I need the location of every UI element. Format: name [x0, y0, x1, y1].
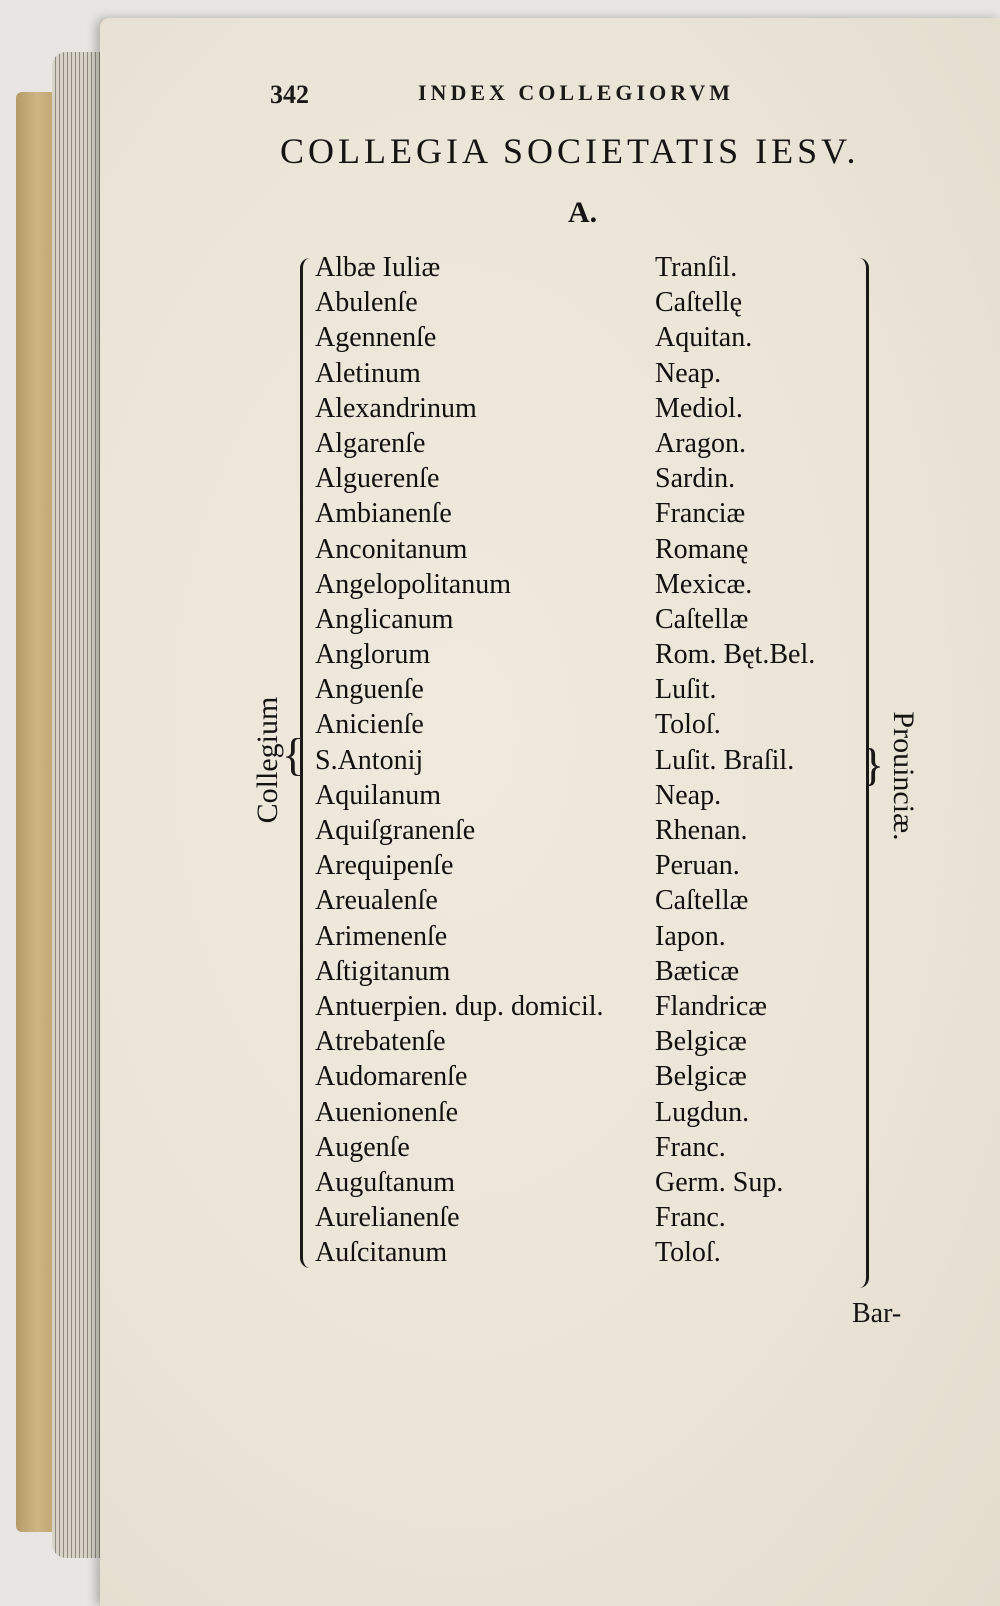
province-name: Sardin. [655, 463, 736, 495]
province-name: Toloſ. [655, 709, 721, 741]
list-item [315, 919, 875, 954]
province-name: Peruan. [655, 850, 740, 882]
list-item [315, 496, 875, 531]
list-item [315, 250, 875, 285]
list-item [315, 883, 875, 918]
college-name: Areualenſe [315, 885, 438, 917]
college-name: Atrebatenſe [315, 1026, 446, 1058]
province-name: Belgicæ [655, 1061, 747, 1093]
list-item [315, 813, 875, 848]
college-name: Aquiſgranenſe [315, 815, 476, 846]
province-name: Caſtellæ [655, 885, 749, 917]
college-name: Antuerpien. dup. domicil. [315, 990, 604, 1022]
college-name: Anguenſe [315, 674, 424, 706]
province-name: Neap. [655, 779, 722, 811]
college-name: Ambianenſe [315, 498, 452, 530]
college-name: Alguerenſe [315, 463, 440, 495]
college-name: Audomarenſe [315, 1061, 468, 1093]
college-name: Angelopolitanum [315, 568, 511, 600]
province-name: Aragon. [655, 427, 746, 459]
college-name: Arimenenſe [315, 920, 448, 952]
list-item [315, 285, 875, 320]
section-letter: A. [568, 196, 598, 229]
list-item [315, 356, 875, 391]
college-name: Albæ Iuliæ [315, 252, 441, 283]
list-item [315, 426, 875, 461]
page-number: 342 [270, 80, 309, 109]
province-name: Caſtellę [655, 287, 743, 319]
province-name: Rhenan. [655, 815, 748, 846]
province-name: Germ. Sup. [655, 1166, 784, 1198]
list-item [315, 1024, 875, 1059]
province-name: Bæticæ [655, 955, 740, 987]
college-name: Anicienſe [315, 709, 424, 741]
college-name: Anglorum [315, 639, 431, 671]
right-brace-icon: } [862, 739, 885, 790]
list-item [315, 1200, 875, 1235]
list-item [315, 1165, 875, 1200]
college-name: Auguſtanum [315, 1166, 455, 1198]
list-item [315, 743, 875, 778]
province-name: Caſtellæ [655, 603, 749, 635]
running-title: INDEX COLLEGIORVM [418, 80, 734, 105]
page-title: COLLEGIA SOCIETATIS IESV. [280, 131, 860, 171]
province-name: Franc. [655, 1202, 726, 1234]
province-name: Toloſ. [655, 1237, 721, 1269]
college-name: Alexandrinum [315, 392, 477, 424]
college-name: Aurelianenſe [315, 1202, 460, 1234]
college-name: Anconitanum [315, 533, 468, 565]
college-name: Abulenſe [315, 287, 418, 319]
list-item [315, 637, 875, 672]
list-item [315, 989, 875, 1024]
list-item [315, 602, 875, 637]
province-name: Romanę [655, 533, 749, 565]
list-item [315, 848, 875, 883]
list-item [315, 672, 875, 707]
province-name: Iapon. [655, 920, 726, 952]
college-name: Agennenſe [315, 322, 437, 354]
college-name: Anglicanum [315, 603, 454, 635]
province-name: Franciæ [655, 498, 746, 530]
province-name: Franc. [655, 1131, 726, 1163]
province-name: Lugdun. [655, 1096, 750, 1128]
college-name: Auſcitanum [315, 1237, 448, 1269]
province-name: Rom. Bęt.Bel. [655, 639, 816, 671]
list-item [315, 1095, 875, 1130]
catchword: Bar- [852, 1298, 902, 1329]
list-item [315, 1130, 875, 1165]
list-item [315, 778, 875, 813]
college-list [315, 250, 875, 1270]
province-name: Mediol. [655, 392, 743, 424]
list-item [315, 707, 875, 742]
province-name: Luſit. Braſil. [655, 744, 795, 776]
provinciae-label: Prouinciæ. [887, 711, 920, 841]
college-name: Aletinum [315, 357, 421, 389]
province-name: Neap. [655, 357, 722, 389]
college-name: Augenſe [315, 1131, 410, 1163]
province-name: Belgicæ [655, 1026, 747, 1058]
college-name: Arequipenſe [315, 850, 454, 882]
list-item [315, 1059, 875, 1094]
left-brace-icon: { [282, 729, 305, 780]
list-item [315, 1235, 875, 1270]
collegium-label: Collegium [251, 696, 284, 824]
province-name: Luſit. [655, 674, 717, 706]
list-item [315, 461, 875, 496]
college-name: Aſtigitanum [315, 955, 451, 987]
province-name: Aquitan. [655, 322, 753, 354]
list-item [315, 391, 875, 426]
list-item [315, 532, 875, 567]
list-item [315, 567, 875, 602]
college-name: Aquilanum [315, 779, 441, 811]
list-item [315, 954, 875, 989]
college-name: Algarenſe [315, 427, 426, 459]
college-name: Auenionenſe [315, 1096, 459, 1128]
province-name: Flandricæ [655, 990, 767, 1022]
college-name: S.Antonij [315, 744, 424, 776]
province-name: Tranſil. [655, 252, 738, 283]
province-name: Mexicæ. [655, 568, 753, 600]
list-item [315, 320, 875, 355]
